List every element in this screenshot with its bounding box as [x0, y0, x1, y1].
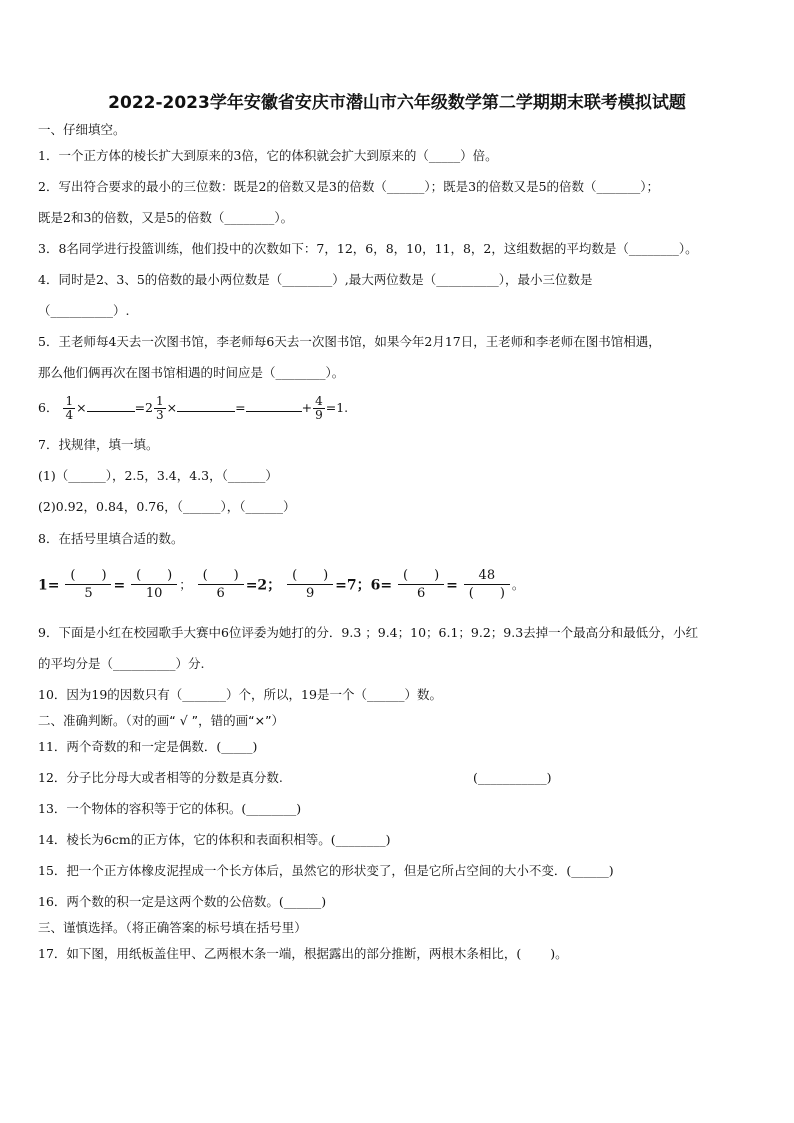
question-8: 8．在括号里填合适的数。: [38, 531, 184, 546]
fraction-denominator: 4: [65, 408, 74, 422]
fraction-blank-over-6-second: [398, 568, 444, 603]
question-10: 10．因为19的因数只有（_______）个，所以，19是一个（______）数。: [38, 687, 442, 702]
fraction-numerator-blank[interactable]: ( ): [287, 568, 333, 585]
number-six: 6: [370, 577, 381, 594]
fraction-denominator-blank[interactable]: ( ): [468, 586, 505, 601]
question-12-answer-blank[interactable]: (___________): [473, 770, 552, 785]
section-heading-choice: 三、谨慎选择。（将正确答案的标号填在括号里）: [38, 920, 307, 935]
question-9-line-1: 9．下面是小红在校园歌手大赛中6位评委为她打的分．9.3 ；9.4；10；6.1；9.2；9.3去掉一个最高分和最低分，小红: [38, 625, 699, 640]
question-6-label: 6．: [38, 400, 59, 415]
fraction-one-quarter: [63, 395, 75, 422]
question-6: [38, 390, 348, 426]
fraction-blank-over-10: [131, 568, 177, 603]
fraction-numerator: 4: [315, 394, 323, 408]
question-15: 15．把一个正方体橡皮泥捏成一个长方体后，虽然它的形状变了，但是它所占空间的大小不变．(______): [38, 863, 614, 878]
section-heading-fill-in: 一、仔细填空。: [38, 122, 126, 137]
fraction-blank-over-6: [198, 568, 244, 603]
fraction-denominator: 5: [84, 586, 93, 601]
fraction-numerator-blank[interactable]: ( ): [398, 568, 444, 585]
fraction-denominator: 9: [306, 586, 315, 601]
equals-seven: =7；: [335, 577, 371, 594]
fraction-denominator: 6: [416, 586, 426, 601]
question-13: 13．一个物体的容积等于它的体积。(________): [38, 801, 302, 816]
question-7-part-1: (1)（______），2.5，3.4，4.3，（______）: [38, 468, 278, 483]
fraction-one-third: [154, 395, 166, 422]
question-11: 11．两个奇数的和一定是偶数．(_____): [38, 739, 258, 754]
question-17: 17．如下图，用纸板盖住甲、乙两根木条一端，根据露出的部分推断，两根木条相比，( )。: [38, 946, 568, 961]
fraction-four-ninths: [313, 395, 325, 422]
question-2-line-1: 2．写出符合要求的最小的三位数：既是2的倍数又是3的倍数（______）；既是3的倍数又是5的倍数（_______）；: [38, 179, 660, 194]
answer-blank[interactable]: [177, 400, 235, 412]
fraction-denominator: 3: [156, 408, 164, 422]
fraction-numerator-blank[interactable]: ( ): [65, 568, 111, 585]
fraction-blank-over-9: [287, 568, 333, 603]
equals-two: =2: [134, 400, 153, 415]
question-7: 7．找规律，填一填。: [38, 437, 159, 452]
question-3: 3．8名同学进行投篮训练，他们投中的次数如下：7，12，6，8，10，11，8，2，这组数据的平均数是（________）。: [38, 241, 698, 256]
question-4-line-2: （__________）.: [38, 303, 130, 318]
question-5-line-2: 那么他们俩再次在图书馆相遇的时间应是（________）。: [38, 365, 345, 380]
question-14: 14．棱长为6cm的正方体，它的体积和表面积相等。(________): [38, 832, 391, 847]
plus-sign: +: [301, 400, 313, 415]
question-12: 12．分子比分母大或者相等的分数是真分数.: [38, 770, 283, 785]
question-2-line-2: 既是2和3的倍数，又是5的倍数（________）。: [38, 210, 294, 225]
equals-one: =1.: [325, 400, 349, 415]
times-sign: ×: [76, 400, 87, 415]
semicolon: ；: [179, 577, 192, 592]
section-heading-judge: 二、准确判断。（对的画“ √ ”，错的画“×”）: [38, 713, 285, 728]
question-9-line-2: 的平均分是（__________）分.: [38, 656, 205, 671]
question-16: 16．两个数的积一定是这两个数的公倍数。(______): [38, 894, 327, 909]
fraction-denominator: 6: [216, 586, 225, 601]
question-1: 1．一个正方体的棱长扩大到原来的3倍，它的体积就会扩大到原来的（_____）倍。: [38, 148, 498, 163]
number-one: 1: [38, 577, 48, 594]
times-sign: ×: [166, 400, 178, 415]
question-7-part-2: (2)0.92，0.84，0.76，（______），（______）: [38, 499, 296, 514]
equals-sign: =: [47, 577, 60, 594]
fraction-blank-over-5: [65, 568, 111, 603]
equals-two: =2；: [245, 577, 282, 594]
fraction-numerator: 1: [156, 394, 164, 408]
fraction-numerator-blank[interactable]: ( ): [131, 568, 177, 585]
fraction-denominator: 10: [145, 586, 163, 601]
question-5-line-1: 5．王老师每4天去一次图书馆，李老师每6天去一次图书馆，如果今年2月17日，王老师和李老师在图书馆相遇，: [38, 334, 661, 349]
fraction-48-over-blank: [464, 568, 510, 603]
answer-blank[interactable]: [246, 400, 302, 412]
fraction-numerator: 1: [65, 394, 74, 408]
fraction-numerator-blank[interactable]: ( ): [198, 568, 244, 585]
answer-blank[interactable]: [87, 400, 135, 412]
period: 。: [511, 577, 525, 592]
equals-sign: =: [113, 577, 126, 594]
page-title: 2022-2023学年安徽省安庆市潜山市六年级数学第二学期期末联考模拟试题: [108, 93, 686, 113]
question-8-equations: [38, 562, 524, 608]
equals-sign: =: [235, 400, 246, 415]
equals-sign: =: [380, 577, 393, 594]
fraction-numerator: 48: [464, 568, 510, 585]
equals-sign: =: [446, 577, 458, 594]
question-4-line-1: 4．同时是2、3、5的倍数的最小两位数是（________）,最大两位数是（__________），最小三位数是: [38, 272, 593, 287]
fraction-denominator: 9: [315, 408, 323, 422]
